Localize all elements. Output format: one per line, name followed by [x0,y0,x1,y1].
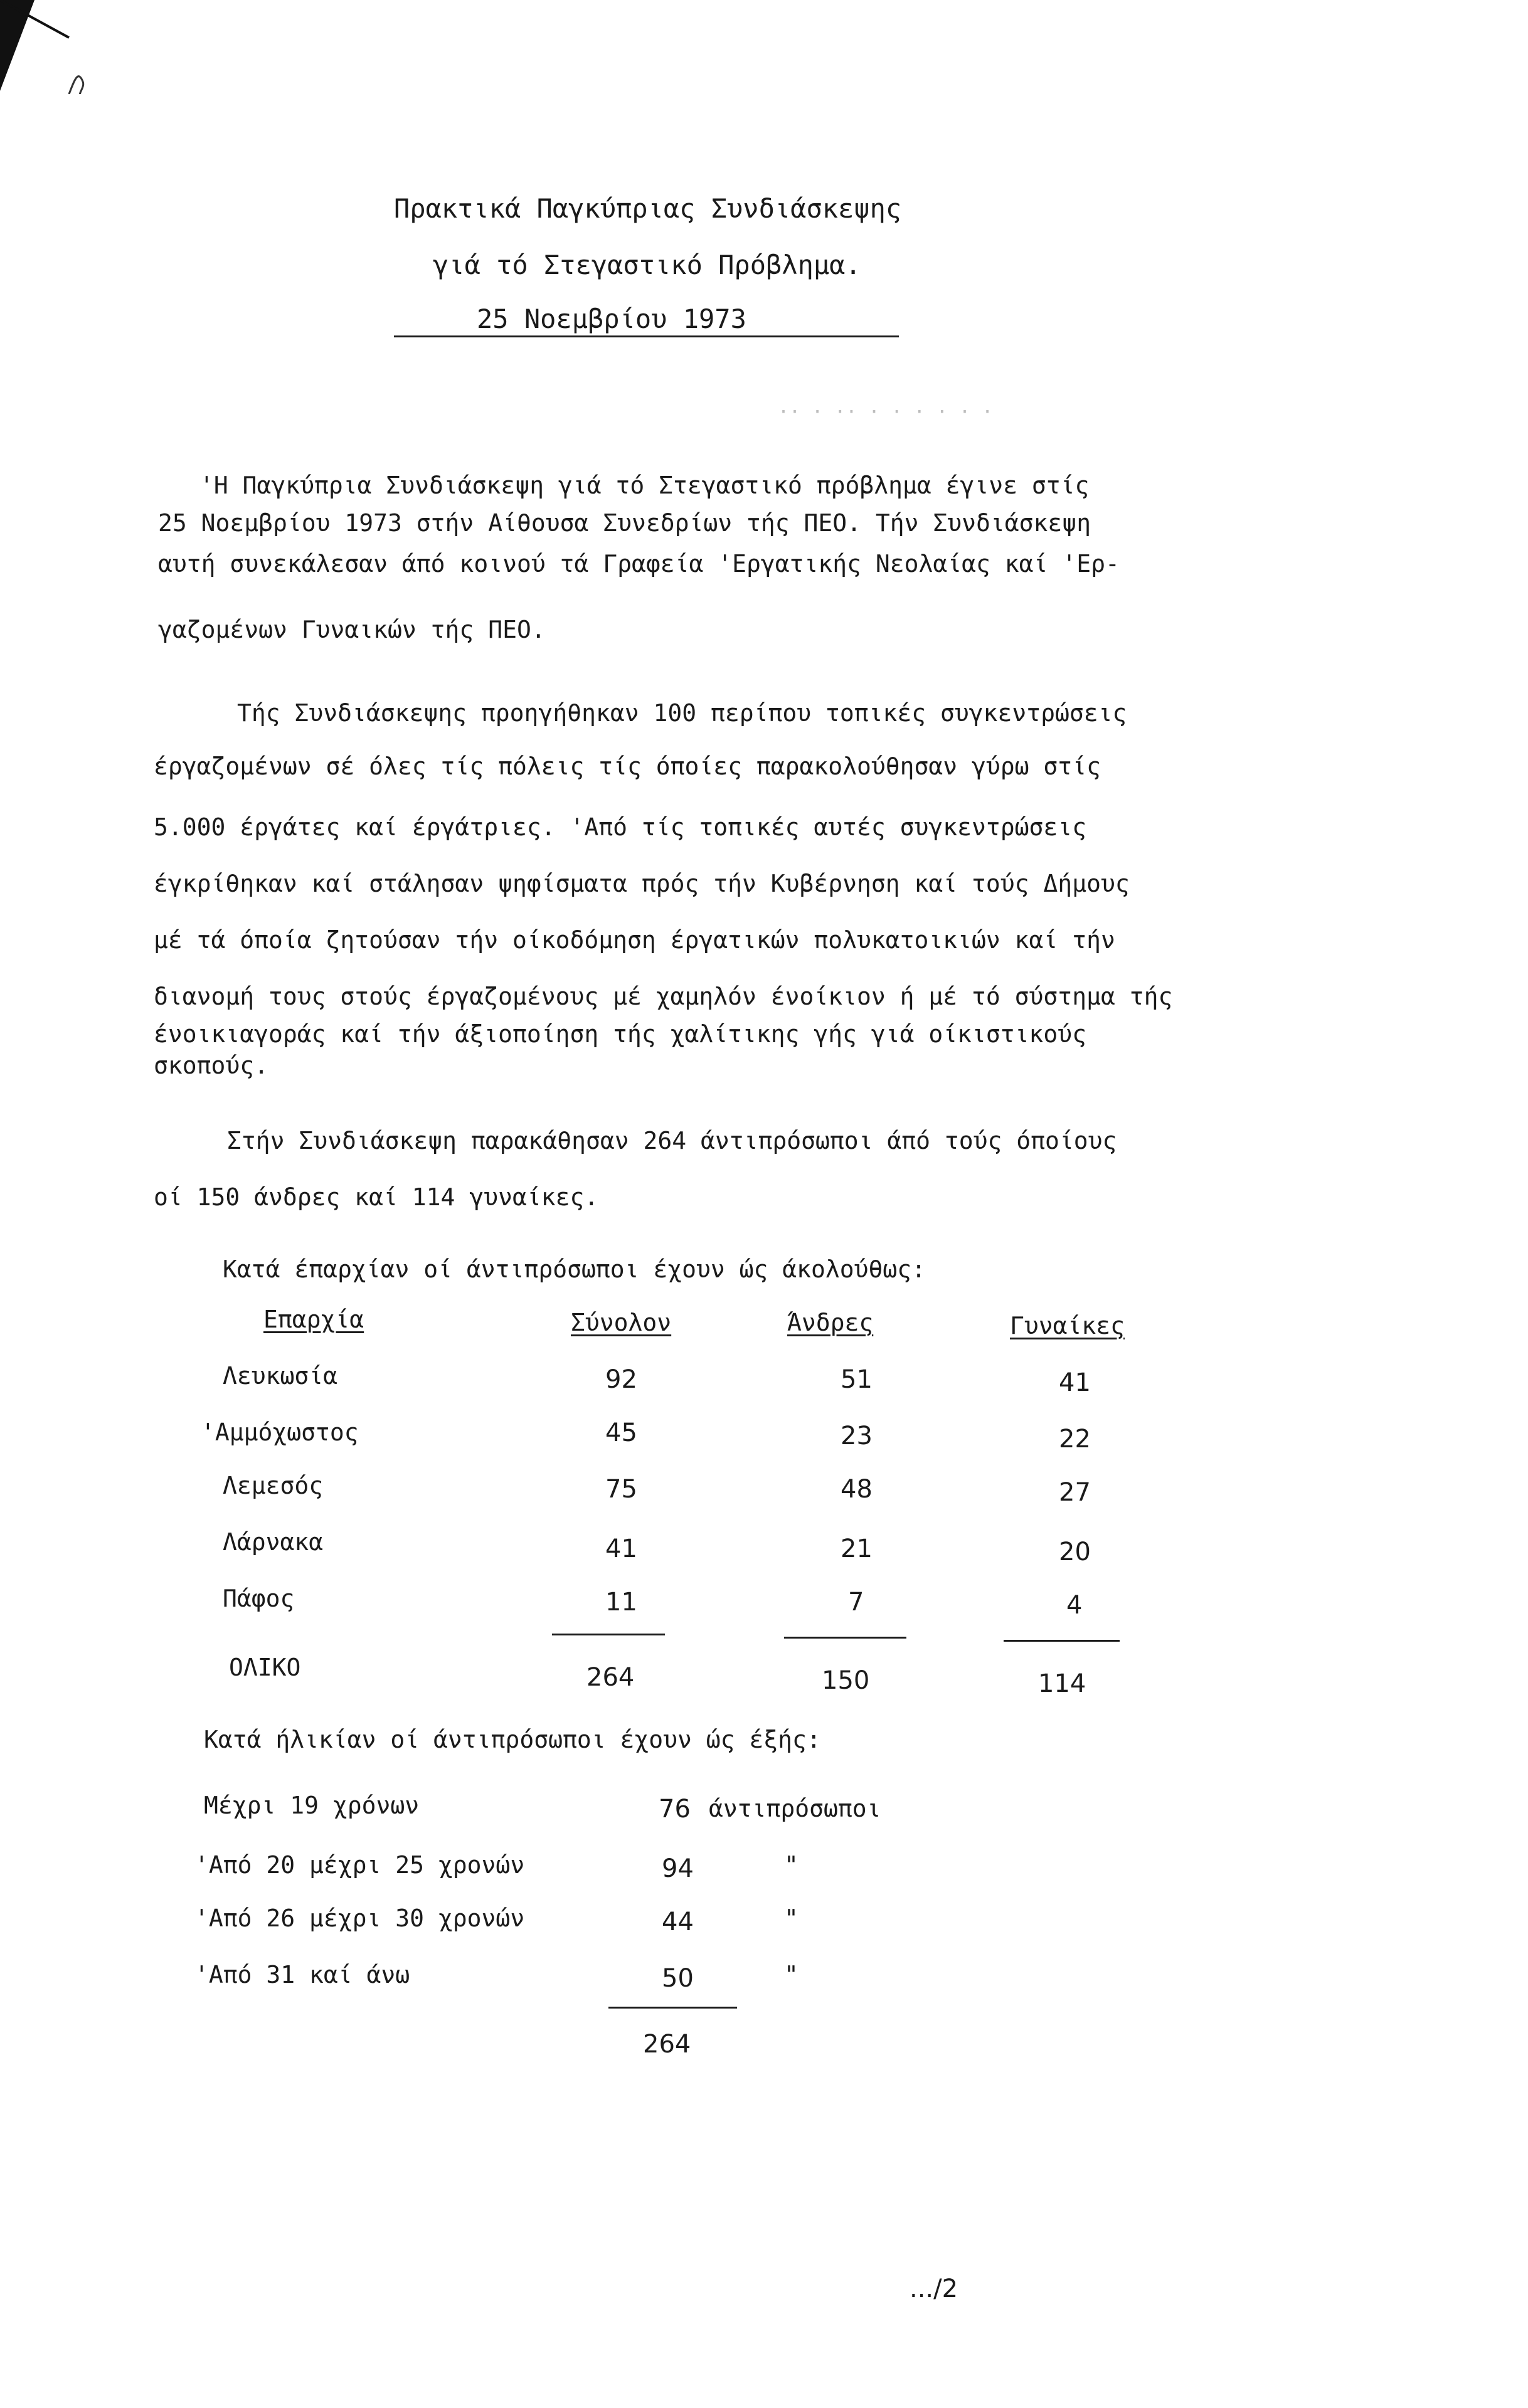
age-count: 44 [662,1908,694,1936]
document-title: Πρακτικά Παγκύπριας Συνδιάσκεψης [394,193,902,224]
column-header-men: Άνδρες [787,1309,874,1336]
paragraph-line: 25 Νοεμβρίου 1973 στήν Αίθουσα Συνεδρίων τής ΠΕΟ. Τήν Συνδιάσκεψη [158,509,1091,537]
district-women: 20 [1059,1538,1091,1566]
paragraph-line: Τής Συνδιάσκεψης προηγήθηκαν 100 περίπου τοπικές συγκεντρώσεις [237,699,1127,727]
district-men: 23 [841,1422,873,1450]
age-count: 94 [662,1854,694,1883]
district-women: 4 [1066,1591,1083,1620]
age-unit: " [784,1904,798,1932]
district-women: 27 [1059,1478,1091,1507]
paragraph-line: 'Η Παγκύπρια Συνδιάσκεψη γιά τό Στεγαστικό πρόβλημα έγινε στίς [199,472,1090,499]
age-range: 'Από 26 μέχρι 30 χρονών [194,1904,525,1932]
page-corner-mark [0,0,88,94]
men-grand-total: 150 [822,1666,870,1695]
document-subtitle: γιά τό Στεγαστικό Πρόβλημα. [433,250,861,280]
date-underline [394,335,899,337]
paragraph-line: οί 150 άνδρες καί 114 γυναίκες. [154,1183,599,1211]
age-table-intro: Κατά ήλικίαν οί άντιπρόσωποι έχουν ώς έξής: [204,1726,821,1753]
age-count: 50 [662,1964,694,1993]
district-total: 41 [605,1534,637,1563]
paragraph-line: 5.000 έργάτες καί έργάτριες. 'Από τίς τοπικές αυτές συγκεντρώσεις [154,813,1087,841]
paragraph-line: ένοικιαγοράς καί τήν άξιοποίηση τής χαλίτικης γής γιά οίκιστικούς [154,1020,1087,1048]
district-grand-total: 264 [586,1663,635,1692]
age-total-rule [608,2007,737,2009]
total-rule-men [784,1637,906,1639]
district-total: 75 [605,1475,637,1504]
paragraph-line: μέ τά όποία ζητούσαν τήν οίκοδόμηση έργατικών πολυκατοικιών καί τήν [154,926,1115,954]
paragraph-line: αυτή συνεκάλεσαν άπό κοινού τά Γραφεία 'Εργατικής Νεολαίας καί 'Ερ- [158,550,1120,578]
district-men: 51 [841,1365,873,1394]
column-header-total: Σύνολον [571,1309,672,1336]
total-rule-women [1004,1640,1120,1642]
page-continuation: .../2 [910,2274,958,2303]
district-men: 21 [841,1534,873,1563]
district-men: 7 [848,1588,864,1617]
age-range: 'Από 20 μέχρι 25 χρονών [194,1851,525,1879]
district-men: 48 [841,1475,873,1504]
district-name: 'Αμμόχωστος [201,1418,359,1446]
paragraph-line: έγκρίθηκαν καί στάλησαν ψηφίσματα πρός τήν Κυβέρνηση καί τούς Δήμους [154,870,1130,897]
district-total-label: ΟΛΙΚΟ [229,1654,301,1681]
age-unit: " [784,1851,798,1879]
paragraph-line: διανομή τους στούς έργαζομένους μέ χαμηλόν ένοίκιον ή μέ τό σύστημα τής [154,983,1173,1010]
bleed-through-mark: ·· · ·· · · · · · · [778,401,994,423]
district-name: Λευκωσία [223,1362,338,1390]
age-unit: " [784,1961,798,1988]
column-header-women: Γυναίκες [1010,1312,1125,1339]
age-range: 'Από 31 καί άνω [194,1961,410,1988]
column-header-district: Επαρχία [263,1306,364,1333]
district-name: Πάφος [223,1585,295,1612]
district-total: 92 [605,1365,637,1394]
paragraph-line: έργαζομένων σέ όλες τίς πόλεις τίς όποίες παρακολούθησαν γύρω στίς [154,752,1101,780]
paragraph-line: σκοπούς. [154,1052,269,1079]
district-table-intro: Κατά έπαρχίαν οί άντιπρόσωποι έχουν ώς άκολούθως: [223,1255,926,1283]
district-name: Λεμεσός [223,1472,324,1499]
district-women: 22 [1059,1425,1091,1454]
paragraph-line: Στήν Συνδιάσκεψη παρακάθησαν 264 άντιπρόσωποι άπό τούς όποίους [227,1127,1117,1154]
age-range: Μέχρι 19 χρόνων [204,1792,420,1819]
district-women: 41 [1059,1368,1091,1397]
district-total: 45 [605,1418,637,1447]
age-unit: άντιπρόσωποι [709,1795,881,1822]
age-grand-total: 264 [643,2030,691,2059]
age-count: 76 [659,1795,691,1824]
district-name: Λάρνακα [223,1528,324,1556]
women-grand-total: 114 [1038,1669,1086,1698]
paragraph-line: γαζομένων Γυναικών τής ΠΕΟ. [158,616,546,643]
district-total: 11 [605,1588,637,1617]
document-date: 25 Νοεμβρίου 1973 [477,304,746,334]
total-rule-total [552,1634,665,1635]
